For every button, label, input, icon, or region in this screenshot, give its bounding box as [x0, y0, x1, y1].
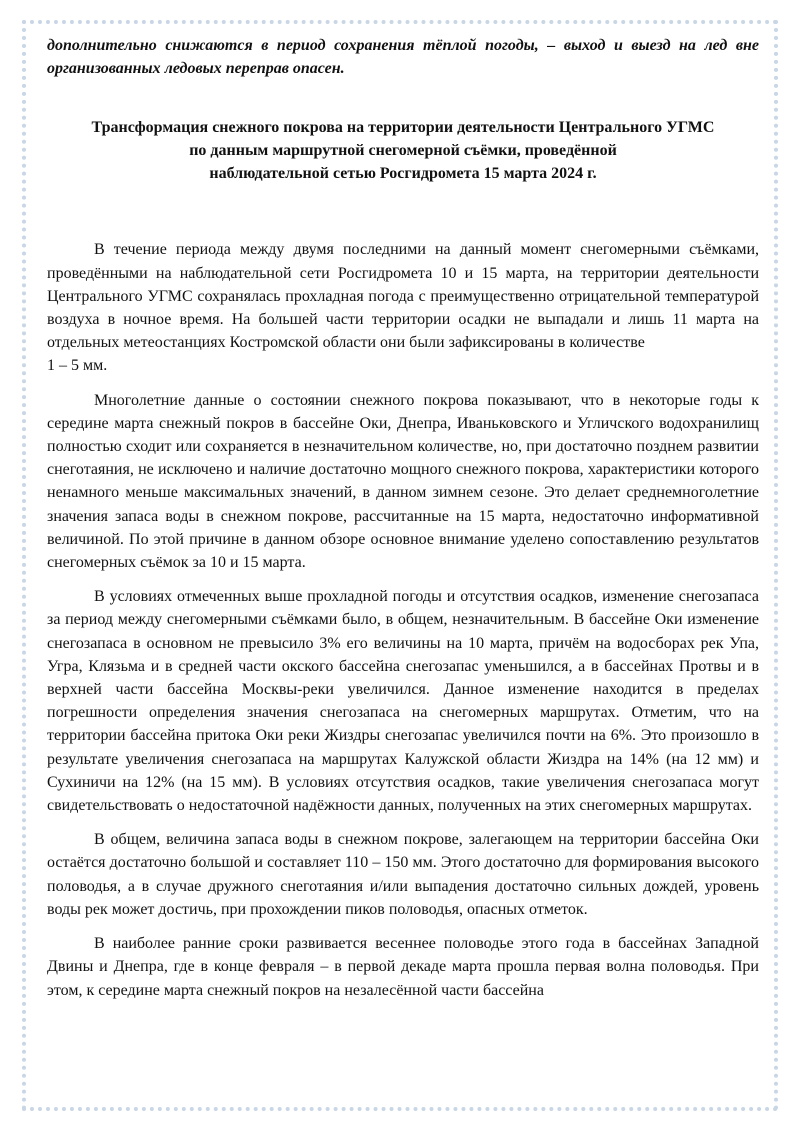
paragraph-5: В наиболее ранние сроки развивается весеннее половодье этого года в бассейнах Западной Двины и Днепра, где в конце февраля – в первой декаде марта прошла первая волна половодья. При этом, к середине марта снежный покров на незалесённой части бассейна — [47, 935, 759, 999]
paragraph-1-main: В течение периода между двумя последними на данный момент снегомерными съёмками, проведёнными на наблюдательной сети Росгидромета 10 и 15 марта, на территории деятельности Центрального УГМС сохранялась прохладная погода с преимущественно отрицательной температурой воздуха в ночное время. На большей части территории осадки не выпадали и лишь 11 марта на отдельных метеостанциях Костромской области они были зафиксированы в количестве — [47, 241, 759, 352]
paragraphs — [47, 238, 759, 1001]
paragraph-1-tail: 1 – 5 мм. — [47, 357, 108, 375]
intro-italic-text: дополнительно снижаются в период сохранения тёплой погоды, – выход и выезд на лед вне организованных ледовых переправ опасен. — [47, 37, 759, 78]
document-title — [47, 116, 759, 185]
title-line-1: Трансформация снежного покрова на территории деятельности Центрального УГМС — [91, 119, 715, 137]
paragraph-4: В общем, величина запаса воды в снежном покрове, залегающем на территории бассейна Оки остаётся достаточно большой и составляет 110 – 150 мм. Этого достаточно для формирования высокого половодья, а в случае дружного снеготаяния и/или выпадения достаточно сильных дождей, уровень воды рек может достичь, при прохождении пиков половодья, опасных отметок. — [47, 831, 759, 918]
title-line-2: по данным маршрутной снегомерной съёмки, проведённой — [189, 142, 617, 160]
paragraph-1 — [47, 238, 759, 377]
paragraph-2: Многолетние данные о состоянии снежного покрова показывают, что в некоторые годы к середине марта снежный покров в бассейне Оки, Днепра, Иваньковского и Угличского водохранилищ полностью сходит или сохраняется в незначительном количестве, но, при достаточно позднем развитии снеготаяния, не исключено и наличие достаточно мощного снежного покрова, характеристики которого ненамного меньше максимальных значений, в данном зимнем сезоне. Это делает среднемноголетние значения запаса воды в снежном покрове, рассчитанные на 15 марта, недостаточно информативной величиной. По этой причине в данном обзоре основное внимание уделено сопоставлению результатов снегомерных съёмок за 10 и 15 марта. — [47, 391, 759, 572]
document-body — [47, 34, 759, 1002]
title-line-3: наблюдательной сетью Росгидромета 15 марта 2024 г. — [209, 165, 597, 183]
paragraph-3: В условиях отмеченных выше прохладной погоды и отсутствия осадков, изменение снегозапаса за период между снегомерными съёмками было, в общем, незначительным. В бассейне Оки изменение снегозапаса в основном не превысило 3% его величины на 10 марта, причём на водосборах рек Упа, Угра, Клязьма и в средней части окского бассейна снегозапас уменьшился, а в бассейнах Протвы и в верхней части бассейна Москвы-реки увеличился. Данное изменение находится в пределах погрешности определения значения снегозапаса на снегомерных маршрутах. Отметим, что на территории бассейна притока Оки реки Жиздры снегозапас увеличился почти на 6%. Это произошло в результате увеличения снегозапаса на маршрутах Калужской области Жиздра на 14% (на 12 мм) и Сухиничи на 12% (на 15 мм). В условиях отсутствия осадков, такие увеличения снегозапаса могут свидетельствовать о недостаточной надёжности данных, полученных на этих снегомерных маршрутах. — [47, 588, 759, 815]
